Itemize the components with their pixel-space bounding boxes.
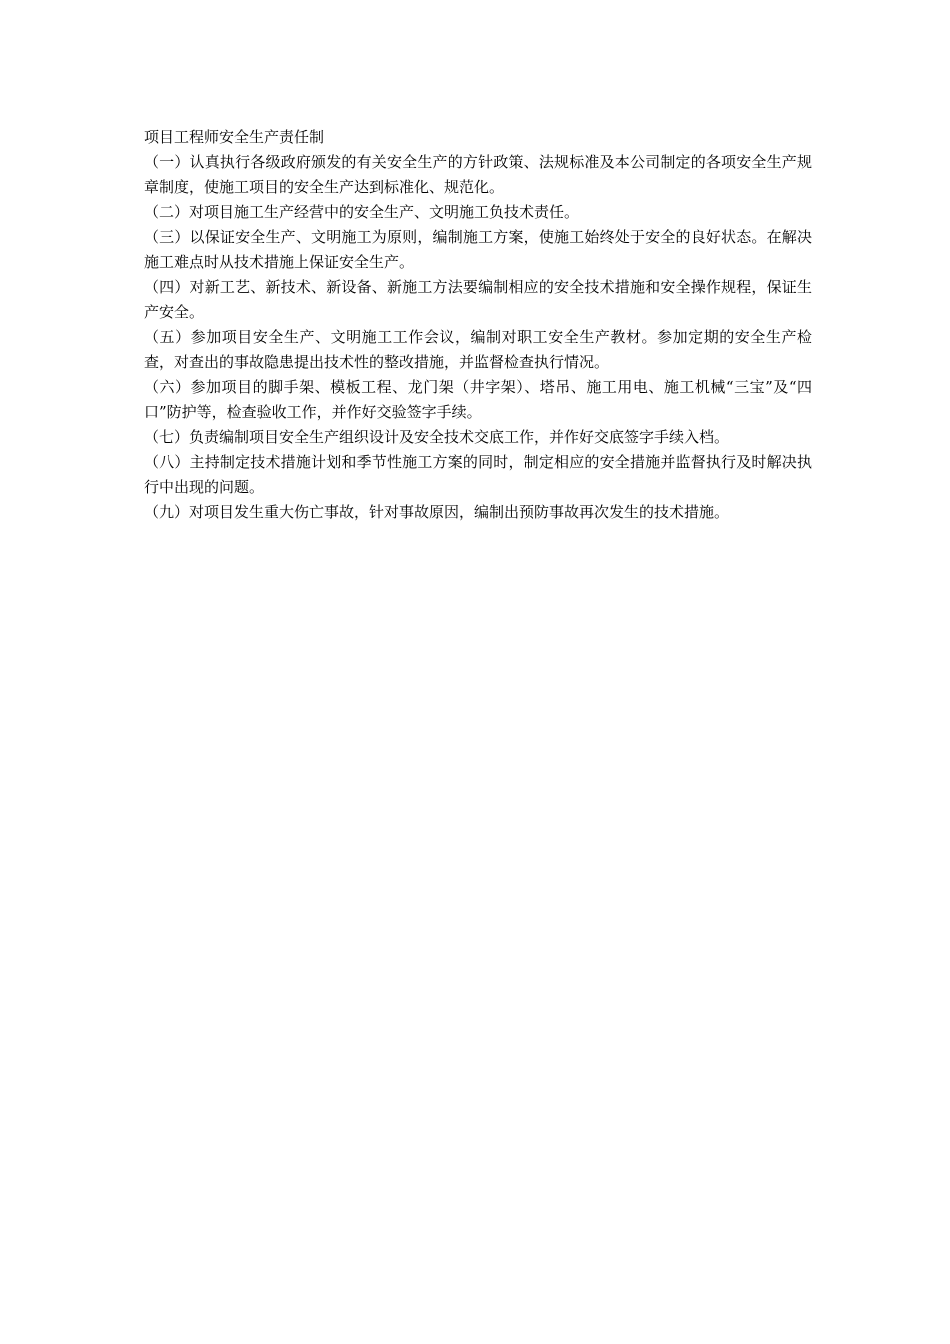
paragraph-7: （七）负责编制项目安全生产组织设计及安全技术交底工作，并作好交底签字手续入档。 <box>144 428 730 446</box>
document-body <box>144 125 812 525</box>
paragraph-9: （九）对项目发生重大伤亡事故，针对事故原因，编制出预防事故再次发生的技术措施。 <box>144 503 730 521</box>
paragraph-6: （六）参加项目的脚手架、模板工程、龙门架（井字架）、塔吊、施工用电、施工机械“三宝”及“四口”防护等，检查验收工作，并作好交验签字手续。 <box>144 378 812 421</box>
paragraph-8: （八）主持制定技术措施计划和季节性施工方案的同时，制定相应的安全措施并监督执行及时解决执行中出现的问题。 <box>144 453 812 496</box>
paragraph-2: （二）对项目施工生产经营中的安全生产、文明施工负技术责任。 <box>144 203 580 221</box>
document-title: 项目工程师安全生产责任制 <box>144 128 325 146</box>
paragraph-4: （四）对新工艺、新技术、新设备、新施工方法要编制相应的安全技术措施和安全操作规程，保证生产安全。 <box>144 278 812 321</box>
paragraph-5: （五）参加项目安全生产、文明施工工作会议，编制对职工安全生产教材。参加定期的安全生产检查，对查出的事故隐患提出技术性的整改措施，并监督检查执行情况。 <box>144 328 812 371</box>
paragraph-3: （三）以保证安全生产、文明施工为原则，编制施工方案，使施工始终处于安全的良好状态。在解决施工难点时从技术措施上保证安全生产。 <box>144 228 812 271</box>
paragraph-1: （一）认真执行各级政府颁发的有关安全生产的方针政策、法规标准及本公司制定的各项安全生产规章制度，使施工项目的安全生产达到标准化、规范化。 <box>144 153 812 196</box>
